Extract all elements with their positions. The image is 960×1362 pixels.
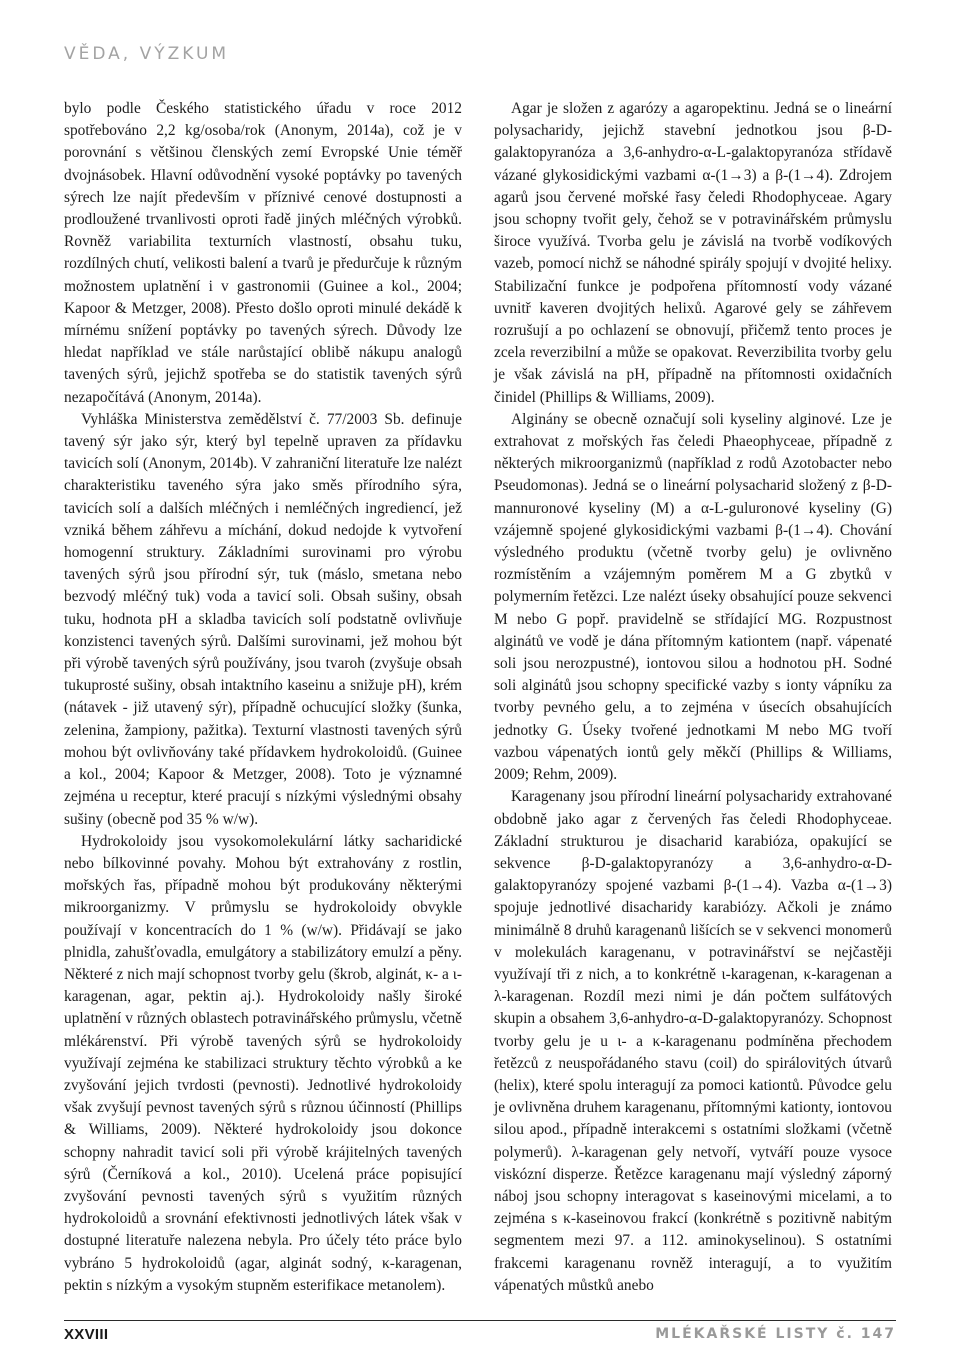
section-header: VĚDA, VÝZKUM <box>64 44 230 64</box>
paragraph: Agar je složen z agarózy a agaropektinu. Jedná se o lineární polysacharidy, jejichž stavební jednotkou jsou β-D-galaktopyranóza a 3,6-anhydro-α-L-galaktopyranóza střídavě vázané glykosidickými vazbami α-(1→3) a β-(1→4). Zdrojem agarů jsou červené mořské řasy čeledi Rhodophyceae. Agary jsou schopny tvořit gely, čehož se v potravinářském průmyslu široce využívá. Tvorba gelu je závislá na tvorbě vodíkových vazeb, pomocí nichž se náhodné spirály spojují v dvojité helixy. Stabilizační funkce je podpořena přítomností vody vázané uvnitř kaveren dvojitých helixů. Agarové gely se záhřevem rozrušují a po ochlazení se obnovují, přičemž tento proces je zcela reverzibilní a může se opakovat. Reverzibilita tvorby gelu je však závislá na pH, případně na přítomnosti oxidačních činidel (Phillips & Williams, 2009). <box>494 100 892 406</box>
journal-name: MLÉKAŘSKÉ LISTY č. 147 <box>655 1326 896 1342</box>
footer-divider <box>64 1320 896 1321</box>
paragraph: Karagenany jsou přírodní lineární polysacharidy extrahované obdobně jako agar z červených řas čeledi Rhodophyceae. Základní strukturou je disacharid karabióza, opakující se sekvence β-D-galaktopyranózy a 3,6-anhydro-α-D-galaktopyranózy spojené vazbami β-(1→4). Vazba α-(1→3) spojuje jednotlivé disacharidy karabiózy. Ačkoli je známo minimálně 8 druhů karagenanů lišících se v sekvenci monomerů v molekulách karagenanu, v potravinářství se nejčastěji využívají tři z nich, a to konkrétně ι-karagenan, κ-karagenan a λ-karagenan. Rozdíl mezi nimi je dán počtem sulfátových skupin a obsahem 3,6-anhydro-α-D-galaktopyranózy. Schopnost tvorby gelu je u ι- a κ-karagenanu podmíněna přechodem řetězců z neuspořádaného stavu (coil) do spirálovitých útvarů (helix), které spolu interagují za pomoci kationtů. Původce gelu je ovlivněna druhem karagenanu, přítomnými kationty, iontovou silou apod., případně interakcemi s ostatními složkami (včetně polymerů). λ-karagenan gely netvoří, vytváří pouze vysoce viskózní disperze. Řetězce karagenanu mají výsledný záporný náboj jsou schopny interagovat s kaseinovými micelami, a to zejména s κ-kaseinovou frakcí (konkrétně s pozitivně nabitým segmentem mezi 97. a 112. aminokyselinou). S ostatními frakcemi karagenanu rovněž interagují, a to využitím vápenatých můstků anebo <box>494 788 892 1294</box>
text-column-left <box>64 98 462 1297</box>
text-column-right <box>494 98 892 1297</box>
paragraph: Alginány se obecně označují soli kyseliny alginové. Lze je extrahovat z mořských řas čeledi Phaeophyceae, případně z některých mikroorganizmů (například z rodů Azotobacter nebo Pseudomonas). Jedná se o lineární polysacharid složený z β-D-mannuronové kyseliny (M) a α-L-guluronové kyseliny (G) vzájemně spojené glykosidickými vazbami β-(1→4). Chování výsledného produktu (včetně tvorby gelu) je ovlivněno rozmístěním a vzájemným poměrem M a G zbytků v polymerním řetězci. Lze nalézt úseky obsahující pouze sekvenci M nebo G popř. pravidelně se střídající MG. Rozpustnost alginátů ve vodě je dána přítomným kationtem (např. vápenaté soli jsou nerozpustné), iontovou silou a hodnotou pH. Sodné soli alginátů jsou schopny specifické vazby s ionty vápníku za tvorby pevného gelu, a to zejména v úsecích obsahujících jednotky G. Úseky tvořené jednotkami M nebo MG tvoří vazbou vápenatých iontů gely měkčí (Phillips & Williams, 2009; Rehm, 2009). <box>494 410 892 784</box>
page-number: XXVIII <box>64 1326 109 1343</box>
paragraph: bylo podle Českého statistického úřadu v roce 2012 spotřebováno 2,2 kg/osoba/rok (Anonym, 2014a), což je v porovnání s většinou členských zemí Evropské Unie téměř dvojnásobek. Hlavní odůvodnění vysoké poptávky po tavených sýrech lze najít především v příznivé cenové dostupnosti a prodloužené trvanlivosti oproti řadě jiných mléčných výrobků. Rovněž variabilita texturních vlastností, obsahu tuku, rozdílných chutí, velikosti balení a tvarů je předurčuje k různým možnostem uplatnění i v gastronomii (Guinee a kol., 2004; Kapoor & Metzger, 2008). Přesto došlo oproti minulé dekádě k mírnému snížení poptávky po tavených sýrech. Důvody lze hledat například ve stále narůstající oblibě nákupu analogů tavených sýrů, jejichž spotřeba se do statistik tavených sýrů nezapočítává (Anonym, 2014a). <box>64 100 462 406</box>
paragraph: Hydrokoloidy jsou vysokomolekulární látky sacharidické nebo bílkovinné povahy. Mohou být extrahovány z rostlin, mořských řas, případně mohou být produkovány některými mikroorganizmy. V průmyslu se hydrokoloidy obvykle používají v koncentracích do 1 % (w/w). Přidávají se jako plnidla, zahušťovadla, emulgátory a stabilizátory emulzí a pěny. Některé z nich mají schopnost tvorby gelu (škrob, alginát, κ- a ι-karagenan, agar, pektin aj.). Hydrokoloidy našly široké uplatnění v různých oblastech potravinářského průmyslu, včetně mlékárenství. Při výrobě tavených sýrů se hydrokoloidy využívají zejména ke stabilizaci struktury těchto výrobků a ke zvyšování jejich tvrdosti (pevnosti). Jednotlivé hydrokoloidy však zvyšují pevnost tavených sýrů s různou účinností (Phillips & Williams, 2009). Některé hydrokoloidy jsou dokonce schopny nahradit tavicí soli při výrobě krájitelných tavených sýrů (Černíková a kol., 2010). Ucelená práce popisující zvyšování pevnosti tavených sýrů s využitím různých hydrokoloidů a srovnání efektivnosti jednotlivých látek však v dostupné literatuře nalezena nebyla. Pro účely této práce bylo vybráno 5 hydrokoloidů (agar, alginát sodný, κ-karagenan, pektin s nízkým a vysokým stupněm esterifikace metanolem). <box>64 832 462 1294</box>
paragraph: Vyhláška Ministerstva zemědělství č. 77/2003 Sb. definuje tavený sýr jako sýr, který byl tepelně upraven za přídavku tavicích solí (Anonym, 2014b). V zahraniční literatuře lze nalézt charakteristiku taveného sýra jako směs přírodního sýra, tavicích solí a dalších mléčných i nemléčných ingrediencí, jež vzniká během záhřevu a míchání, dokud nedojde k vytvoření homogenní struktury. Základními surovinami pro výrobu tavených sýrů jsou přírodní sýr, tuk (máslo, smetana nebo bezvodý mléčný tuk) voda a tavicí soli. Obsah sušiny, obsah tuku, hodnota pH a skladba tavicích solí podstatně ovlivňuje konzistenci tavených sýrů. Dalšími surovinami, jež mohou být při výrobě tavených sýrů používány, jsou tvaroh (zvyšuje obsah tukuprosté sušiny, obsah intaktního kaseinu a snižuje pH), krém (nátavek - již utavený sýr), případně ochucující složky (šunka, zelenina, žampiony, pažitka). Texturní vlastnosti tavených sýrů mohou být ovlivňovány také přídavkem hydrokoloidů. (Guinee a kol., 2004; Kapoor & Metzger, 2008). Toto je významné zejména u receptur, které pracují s nízkými výslednými obsahy sušiny (obecně pod 35 % w/w). <box>64 410 462 828</box>
